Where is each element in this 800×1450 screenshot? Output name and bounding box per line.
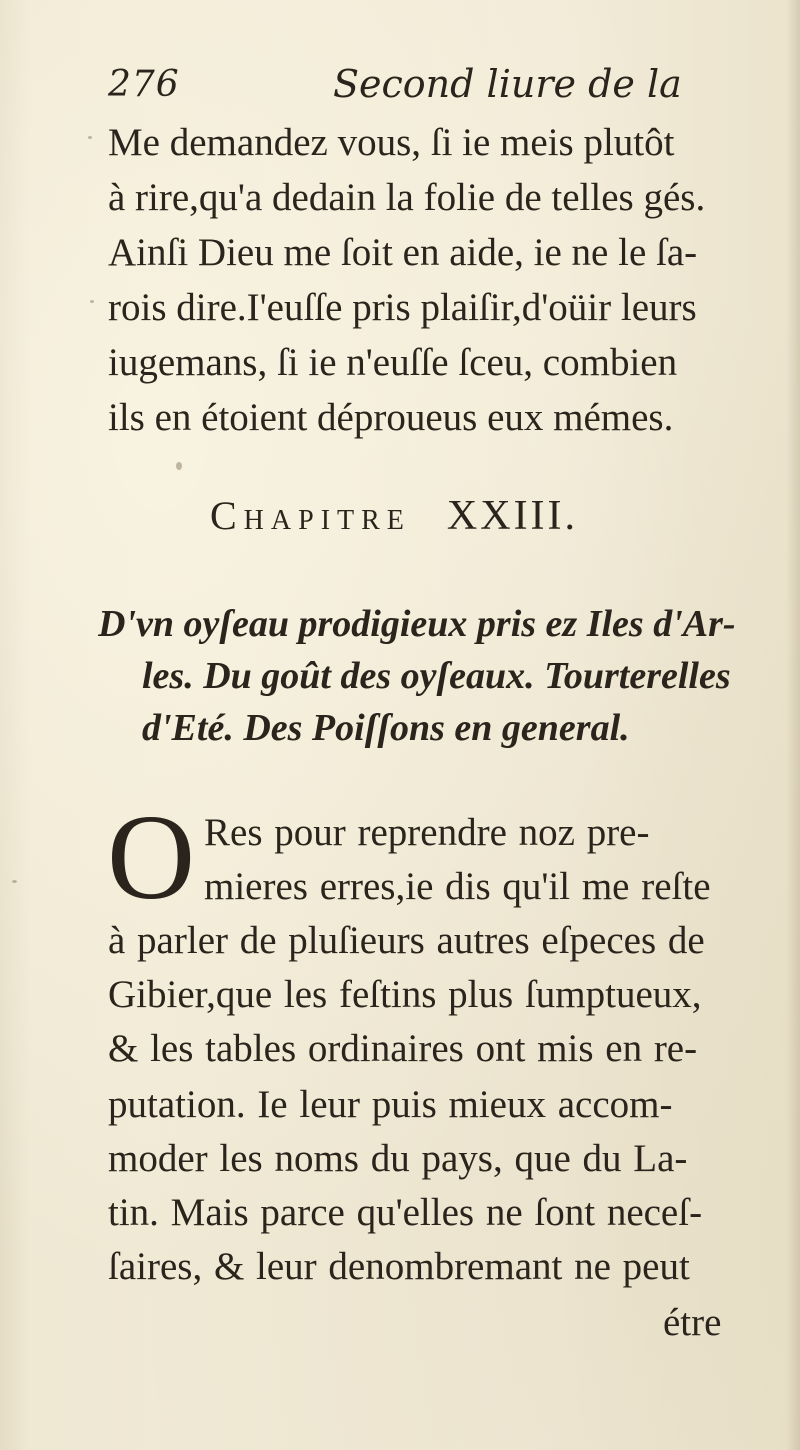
ink-speck bbox=[88, 136, 92, 139]
text-line: rois dire.I'euſſe pris plaiſir,d'oüir leurs bbox=[108, 286, 697, 329]
text-line: à rire,qu'a dedain la folie de telles gés. bbox=[108, 176, 706, 219]
ink-speck bbox=[90, 300, 94, 303]
text-line: Gibier,que les feſtins plus ſumptueux, bbox=[108, 973, 702, 1016]
text-line: iugemans, ſi ie n'euſſe ſceu, combien bbox=[108, 341, 678, 384]
running-head bbox=[108, 62, 768, 112]
summary-line: les. Du goût des oyſeaux. Tourterelles bbox=[142, 655, 731, 697]
text-line: putation. Ie leur puis mieux accom- bbox=[108, 1083, 673, 1126]
ink-speck bbox=[12, 880, 17, 883]
text-line: ſaires, & leur denombremant ne peut bbox=[108, 1245, 690, 1288]
text-line: & les tables ordinaires ont mis en re- bbox=[108, 1027, 698, 1070]
page-number: 276 bbox=[108, 64, 180, 105]
chapter-word: Chapitre bbox=[210, 493, 411, 538]
chapter-number: XXIII. bbox=[446, 493, 579, 539]
text-line: Res pour reprendre noz pre- bbox=[204, 811, 650, 854]
text-line: moder les noms du pays, que du La- bbox=[108, 1137, 688, 1180]
chapter-heading bbox=[210, 492, 730, 552]
text-line: à parler de pluſieurs autres eſpeces de bbox=[108, 919, 705, 962]
text-line: Me demandez vous, ſi ie meis plutôt bbox=[108, 121, 675, 164]
text-line: ils en étoient déproueus eux mémes. bbox=[108, 396, 674, 439]
summary-line: D'vn oyſeau prodigieux pris ez Iles d'Ar- bbox=[98, 603, 736, 645]
text-line: tin. Mais parce qu'elles ne ſont neceſ- bbox=[108, 1191, 703, 1234]
text-line: mieres erres,ie dis qu'il me reſte bbox=[204, 865, 711, 908]
text-line: Ainſi Dieu me ſoit en aide, ie ne le ſa- bbox=[108, 231, 698, 274]
catchword: étre bbox=[663, 1301, 722, 1344]
summary-line: d'Eté. Des Poiſſons en general. bbox=[142, 707, 630, 749]
drop-cap: O bbox=[106, 790, 196, 925]
ink-speck bbox=[176, 462, 182, 470]
running-title: Second liure de la bbox=[333, 62, 682, 106]
